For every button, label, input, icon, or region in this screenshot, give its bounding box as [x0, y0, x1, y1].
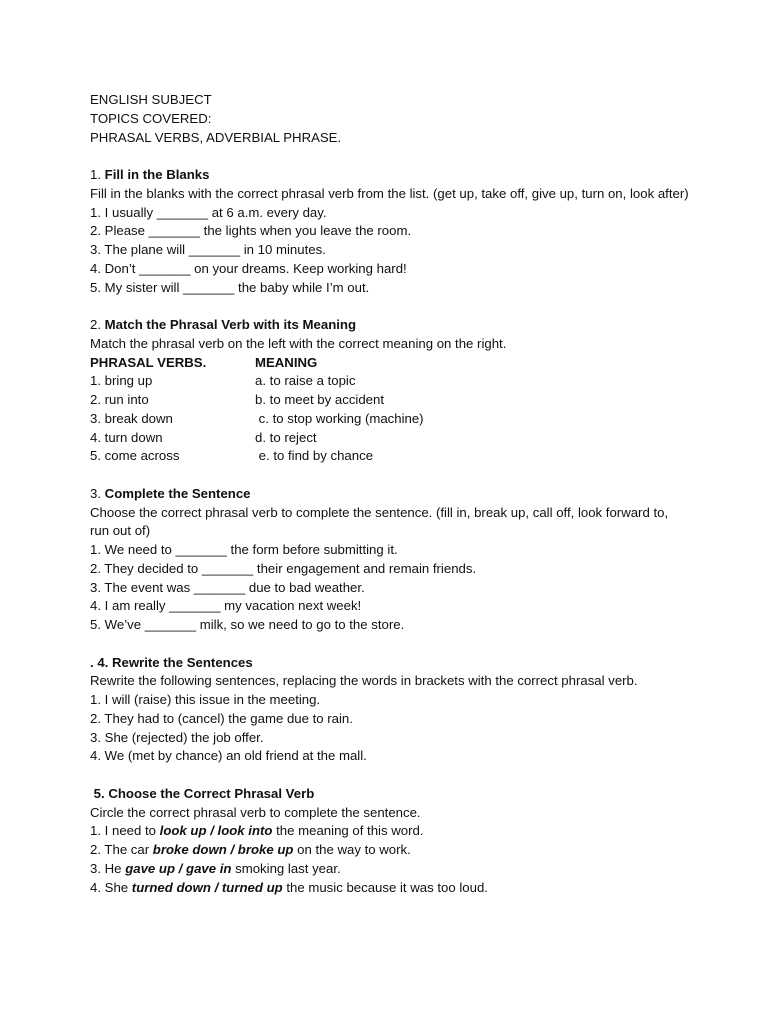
section-1-number: 1.: [90, 167, 105, 182]
match-right: d. to reject: [255, 429, 317, 445]
sentence-end: smoking last year.: [231, 860, 341, 876]
section-2-title: Match the Phrasal Verb with its Meaning: [104, 317, 357, 332]
list-item: 2. They decided to _______ their engagement and remain friends.: [90, 560, 477, 576]
section-3-instruction: Choose the correct phrasal verb to complete the sentence. (fill in, break up, call off, look forward to, run out of): [90, 504, 669, 539]
match-row: [90, 447, 690, 466]
match-left: 4. turn down: [90, 429, 163, 445]
match-right: c. to stop working (machine): [255, 410, 424, 426]
list-item: 1. I usually _______ at 6 a.m. every day.: [90, 204, 327, 220]
list-item: 4. I am really _______ my vacation next week!: [90, 598, 362, 614]
match-right: e. to find by chance: [255, 448, 374, 464]
sentence-end: the music because it was too loud.: [282, 879, 488, 895]
sentence-end: the meaning of this word.: [272, 823, 424, 839]
section-1-instruction: Fill in the blanks with the correct phrasal verb from the list. (get up, take off, give up, turn on, look after): [90, 185, 689, 201]
match-left: 3. break down: [90, 410, 173, 426]
sentence-start: 4. She: [90, 879, 132, 895]
topics-label: TOPICS COVERED:: [90, 110, 212, 126]
choice-options: broke down / broke up: [152, 842, 294, 857]
match-row: [90, 391, 690, 410]
choice-options: gave up / gave in: [125, 860, 232, 876]
sentence-start: 3. He: [90, 860, 126, 876]
match-table-header: [90, 354, 690, 373]
section-2-heading: [90, 316, 690, 335]
list-item: [90, 822, 690, 841]
list-item: [90, 841, 690, 860]
choice-options: turned down / turned up: [131, 879, 283, 895]
list-item: 2. They had to (cancel) the game due to rain.: [90, 710, 353, 726]
match-left: 2. run into: [90, 392, 149, 407]
match-right: b. to meet by accident: [255, 392, 385, 407]
column-header-phrasal-verbs: PHRASAL VERBS.: [90, 354, 207, 370]
list-item: [90, 860, 690, 879]
match-right: a. to raise a topic: [255, 373, 356, 389]
sentence-end: on the way to work.: [293, 842, 411, 857]
section-1-title: Fill in the Blanks: [104, 167, 210, 182]
section-5-title: 5. Choose the Correct Phrasal Verb: [90, 785, 315, 801]
sentence-start: 1. I need to: [90, 823, 160, 839]
list-item: 5. My sister will _______ the baby while I’m out.: [90, 279, 370, 295]
list-item: 3. The event was _______ due to bad weather.: [90, 579, 365, 595]
worksheet-content: [90, 91, 690, 897]
list-item: 4. Don’t _______ on your dreams. Keep working hard!: [90, 260, 407, 276]
section-1-heading: [90, 166, 690, 185]
section-3-number: 3.: [90, 485, 105, 501]
section-5-heading: [90, 785, 690, 804]
section-4-instruction: Rewrite the following sentences, replacing the words in brackets with the correct phrasal verb.: [90, 673, 638, 689]
column-header-meaning: MEANING: [255, 354, 318, 370]
subject-heading: ENGLISH SUBJECT: [90, 92, 212, 107]
list-item: 1. I will (raise) this issue in the meeting.: [90, 692, 321, 707]
list-item: [90, 879, 690, 898]
topics-list: PHRASAL VERBS, ADVERBIAL PHRASE.: [90, 129, 342, 145]
section-3-heading: [90, 485, 690, 504]
match-left: 1. bring up: [90, 373, 153, 389]
match-row: [90, 429, 690, 448]
section-4-title: . 4. Rewrite the Sentences: [90, 654, 253, 670]
list-item: 3. She (rejected) the job offer.: [90, 729, 264, 745]
list-item: 2. Please _______ the lights when you leave the room.: [90, 223, 412, 239]
match-row: [90, 372, 690, 391]
sentence-start: 2. The car: [90, 842, 153, 857]
section-4-heading: [90, 654, 690, 673]
section-2-number: 2.: [90, 317, 105, 332]
list-item: 1. We need to _______ the form before submitting it.: [90, 542, 398, 557]
section-3-title: Complete the Sentence: [104, 485, 251, 501]
list-item: 5. We’ve _______ milk, so we need to go to the store.: [90, 617, 405, 632]
match-left: 5. come across: [90, 448, 180, 464]
list-item: 3. The plane will _______ in 10 minutes.: [90, 242, 326, 257]
choice-options: look up / look into: [159, 823, 273, 839]
list-item: 4. We (met by chance) an old friend at the mall.: [90, 748, 367, 764]
section-5-instruction: Circle the correct phrasal verb to complete the sentence.: [90, 804, 421, 820]
section-2-instruction: Match the phrasal verb on the left with the correct meaning on the right.: [90, 335, 507, 351]
match-row: [90, 410, 690, 429]
